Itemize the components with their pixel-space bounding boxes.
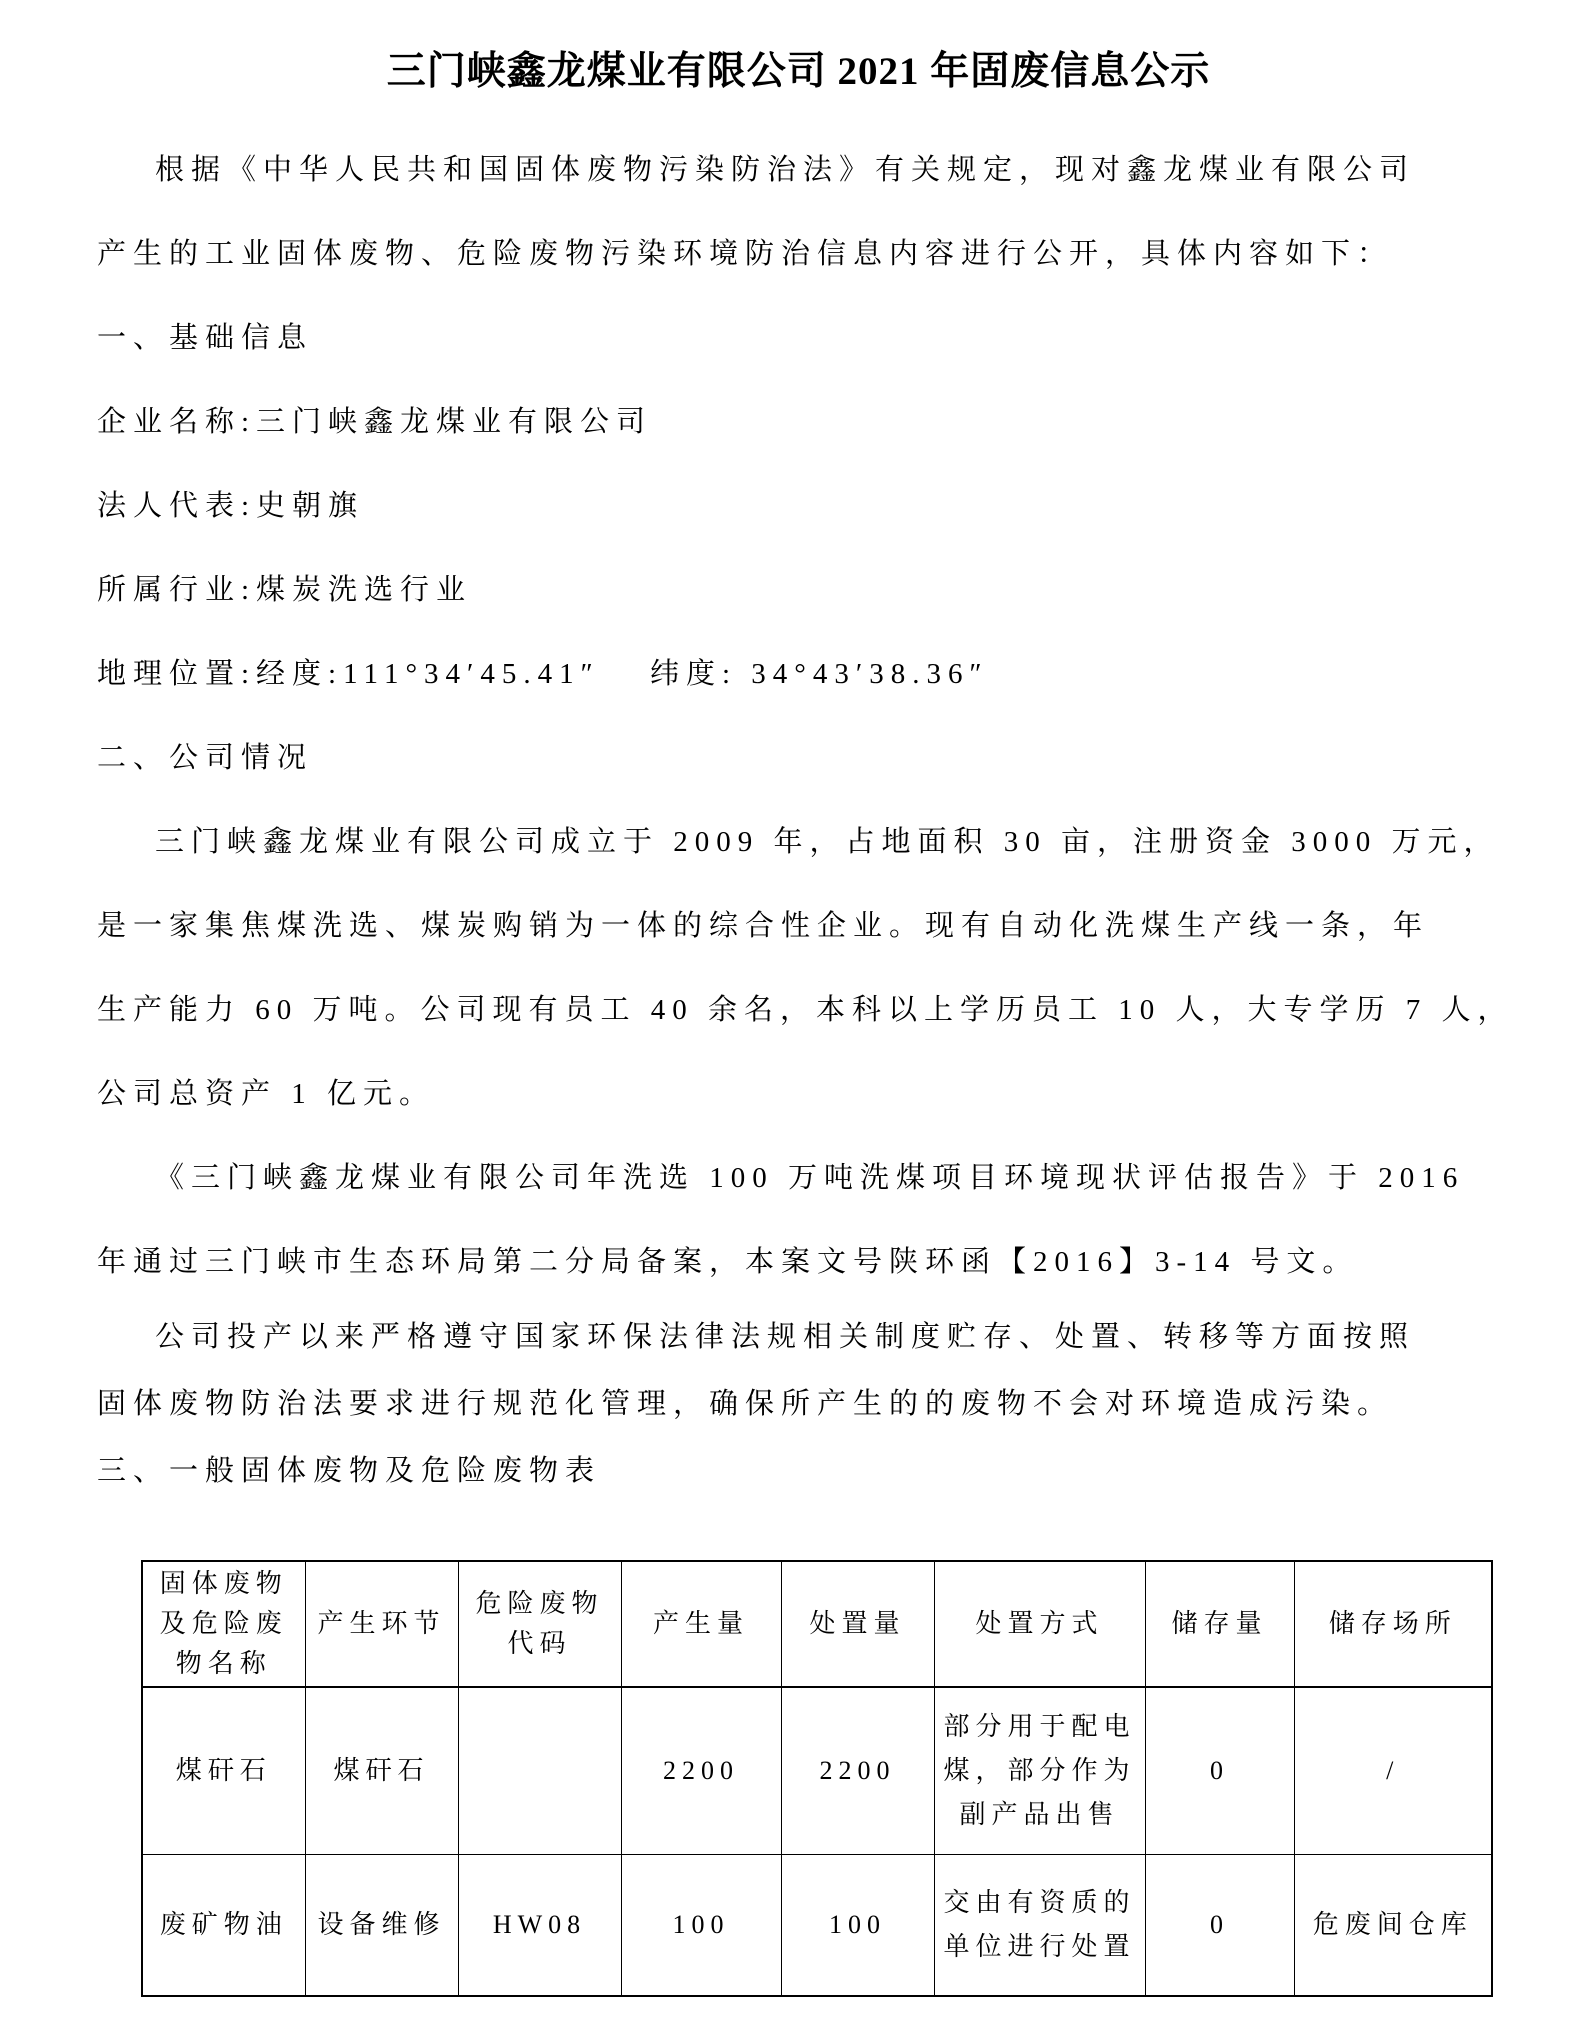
compliance-line-1: 公司投产以来严格遵守国家环保法律法规相关制度贮存、处置、转移等方面按照 (155, 1321, 1416, 1353)
document-body (97, 128, 1514, 1505)
table-cell: 2200 (781, 1687, 934, 1854)
field-geo-location: 地理位置:经度:111°34′45.41″ 纬度: 34°43′38.36″ (97, 658, 989, 690)
header-generation-stage: 产生环节 (305, 1561, 458, 1687)
document-title: 三门峡鑫龙煤业有限公司 2021 年固废信息公示 (386, 50, 1211, 93)
profile-line-1: 三门峡鑫龙煤业有限公司成立于 2009 年，占地面积 30 亩，注册资金 3000 万元， (155, 826, 1500, 858)
report-line-2: 年通过三门峡市生态环局第二分局备案，本案文号陕环函【2016】3-14 号文。 (97, 1246, 1359, 1278)
table-cell: 煤矸石 (142, 1687, 305, 1854)
table-cell: 交由有资质的单位进行处置 (934, 1854, 1145, 1996)
waste-table-header-row (142, 1561, 1492, 1687)
table-cell: 废矿物油 (142, 1854, 305, 1996)
table-cell (458, 1687, 621, 1854)
table-cell: 0 (1145, 1687, 1294, 1854)
heading-company-profile: 二、公司情况 (97, 742, 314, 774)
header-generated-amount: 产生量 (621, 1561, 781, 1687)
field-company-name: 企业名称:三门峡鑫龙煤业有限公司 (97, 406, 653, 438)
table-cell: / (1294, 1687, 1492, 1854)
header-disposal-method: 处置方式 (934, 1561, 1145, 1687)
field-legal-rep: 法人代表:史朝旗 (97, 490, 365, 522)
waste-table (141, 1560, 1493, 1997)
profile-line-3: 生产能力 60 万吨。公司现有员工 40 余名，本科以上学历员工 10 人，大专学历 7 人， (97, 994, 1514, 1026)
table-cell: 0 (1145, 1854, 1294, 1996)
intro-line-1: 根据《中华人民共和国固体废物污染防治法》有关规定，现对鑫龙煤业有限公司 (155, 154, 1416, 186)
header-storage-place: 储存场所 (1294, 1561, 1492, 1687)
intro-line-2: 产生的工业固体废物、危险废物污染环境防治信息内容进行公开，具体内容如下： (97, 238, 1394, 270)
header-storage-amount: 储存量 (1145, 1561, 1294, 1687)
field-industry: 所属行业:煤炭洗选行业 (97, 574, 473, 606)
header-hazard-code: 危险废物代码 (458, 1561, 621, 1687)
table-cell: 危废间仓库 (1294, 1854, 1492, 1996)
header-waste-name: 固体废物及危险废物名称 (142, 1561, 305, 1687)
compliance-line-2: 固体废物防治法要求进行规范化管理，确保所产生的的废物不会对环境造成污染。 (97, 1388, 1394, 1420)
profile-line-2: 是一家集焦煤洗选、煤炭购销为一体的综合性企业。现有自动化洗煤生产线一条，年 (97, 910, 1430, 942)
waste-table-row-waste-oil (142, 1854, 1492, 1996)
table-cell: 100 (621, 1854, 781, 1996)
heading-basic-info: 一、基础信息 (97, 322, 314, 354)
table-cell: 设备维修 (305, 1854, 458, 1996)
table-cell: 100 (781, 1854, 934, 1996)
heading-waste-table: 三、一般固体废物及危险废物表 (97, 1455, 602, 1487)
table-cell: 部分用于配电煤，部分作为副产品出售 (934, 1687, 1145, 1854)
table-cell: 煤矸石 (305, 1687, 458, 1854)
profile-line-4: 公司总资产 1 亿元。 (97, 1078, 436, 1110)
table-cell: 2200 (621, 1687, 781, 1854)
header-disposed-amount: 处置量 (781, 1561, 934, 1687)
table-cell: HW08 (458, 1854, 621, 1996)
waste-table-row-gangue (142, 1687, 1492, 1854)
report-line-1: 《三门峡鑫龙煤业有限公司年洗选 100 万吨洗煤项目环境现状评估报告》于 2016 (155, 1162, 1465, 1194)
